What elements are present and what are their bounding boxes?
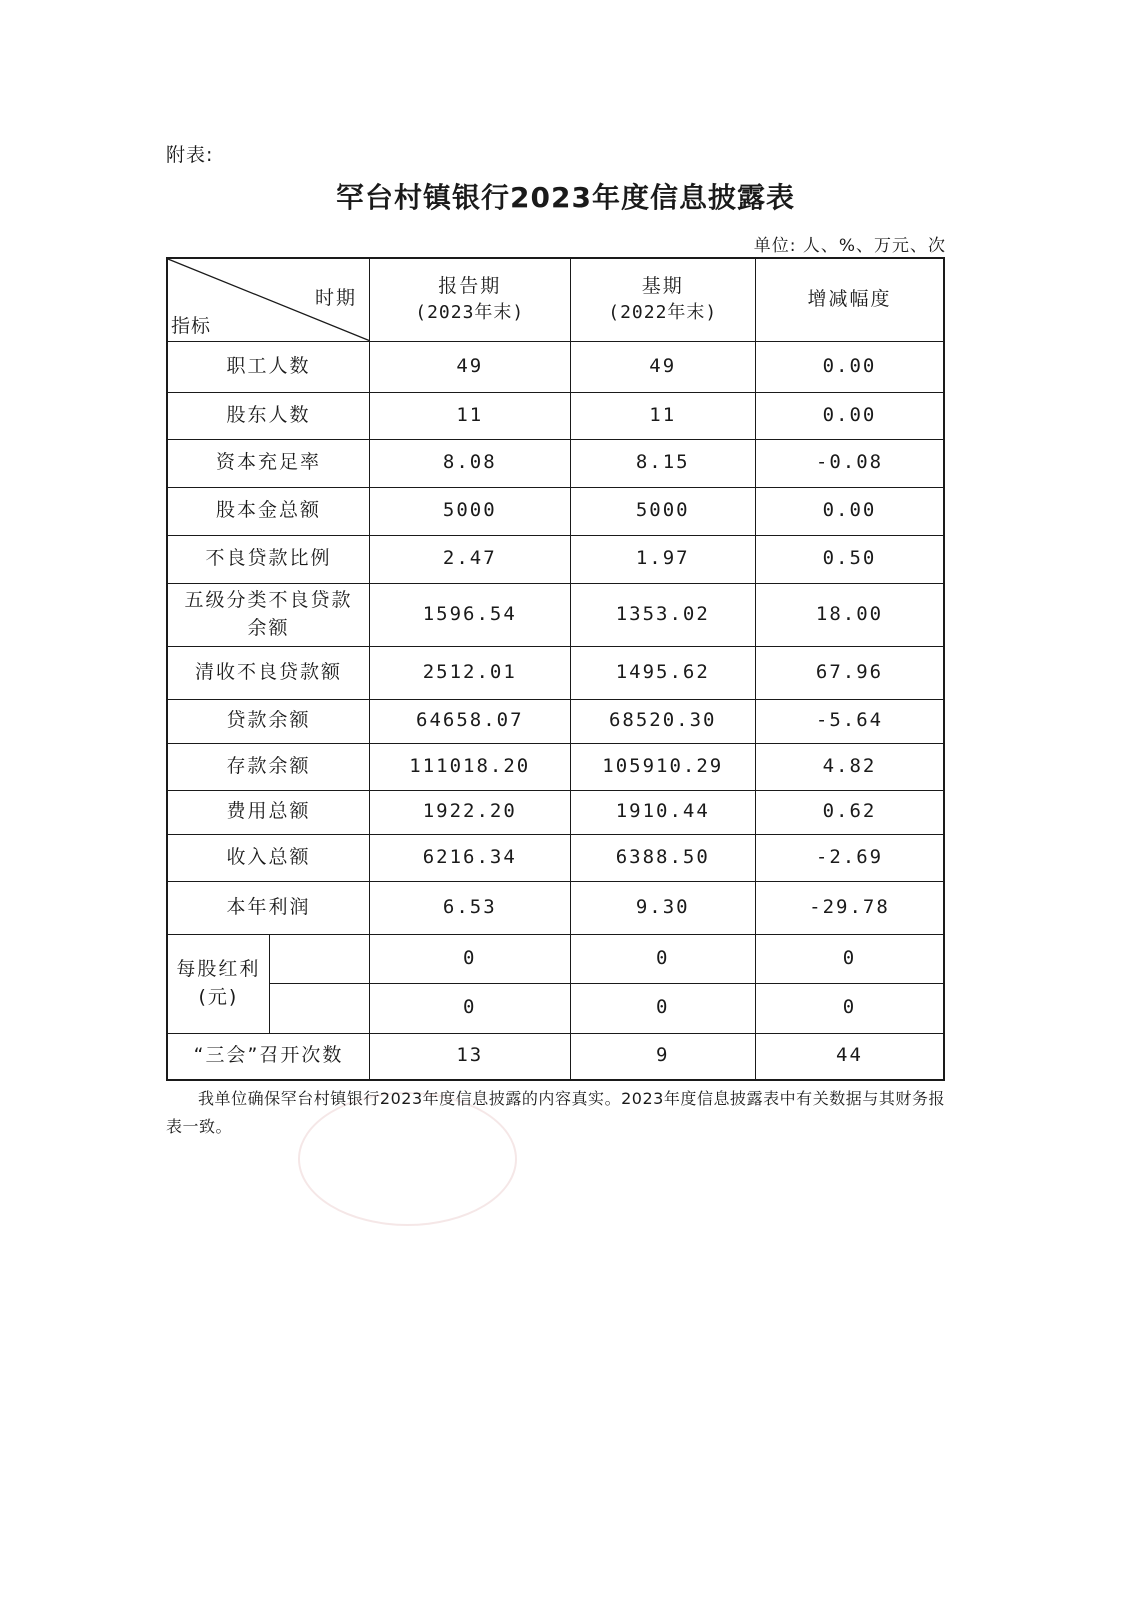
attachment-label: 附表: — [166, 144, 214, 166]
current-value: 0 — [370, 934, 571, 983]
dividend-row — [167, 983, 944, 1033]
dividend-sub-cell — [269, 983, 369, 1033]
change-value: 0.62 — [755, 790, 944, 834]
row-label: 贷款余额 — [167, 699, 370, 743]
base-value: 49 — [570, 341, 755, 392]
change-value: -2.69 — [755, 834, 944, 881]
base-value: 1353.02 — [570, 583, 755, 646]
base-value: 11 — [570, 392, 755, 439]
row-label: “三会”召开次数 — [167, 1033, 370, 1080]
change-value: 0.00 — [755, 341, 944, 392]
base-value: 1910.44 — [570, 790, 755, 834]
row-label: 股东人数 — [167, 392, 370, 439]
current-value: 2.47 — [370, 535, 571, 583]
current-value: 64658.07 — [370, 699, 571, 743]
unit-note: 单位: 人、%、万元、次 — [753, 236, 946, 256]
change-value: -29.78 — [755, 881, 944, 934]
current-value: 111018.20 — [370, 743, 571, 790]
row-label: 费用总额 — [167, 790, 370, 834]
corner-header-cell — [167, 258, 370, 341]
table-row — [167, 743, 944, 790]
base-value: 1.97 — [570, 535, 755, 583]
row-label: 收入总额 — [167, 834, 370, 881]
column-header-change — [755, 258, 944, 341]
current-value: 8.08 — [370, 439, 571, 487]
base-value: 6388.50 — [570, 834, 755, 881]
current-value: 13 — [370, 1033, 571, 1080]
table-row — [167, 487, 944, 535]
base-value: 0 — [570, 983, 755, 1033]
column-header-base-sub: (2022年末) — [608, 302, 718, 324]
table-row — [167, 583, 944, 646]
base-value: 9.30 — [570, 881, 755, 934]
meetings-row — [167, 1033, 944, 1080]
row-label: 清收不良贷款额 — [167, 646, 370, 699]
dividend-sub-cell — [269, 934, 369, 983]
table-row — [167, 535, 944, 583]
table-row — [167, 646, 944, 699]
current-value: 1922.20 — [370, 790, 571, 834]
row-label: 本年利润 — [167, 881, 370, 934]
current-value: 1596.54 — [370, 583, 571, 646]
change-value: 4.82 — [755, 743, 944, 790]
column-header-current-label: 报告期 — [438, 274, 502, 297]
dividend-label: 每股红利(元) — [167, 934, 269, 1033]
disclosure-table — [166, 257, 945, 1081]
row-label: 五级分类不良贷款余额 — [167, 583, 370, 646]
current-value: 5000 — [370, 487, 571, 535]
change-value: 0 — [755, 934, 944, 983]
current-value: 6.53 — [370, 881, 571, 934]
row-label: 不良贷款比例 — [167, 535, 370, 583]
column-header-base — [570, 258, 755, 341]
change-value: 18.00 — [755, 583, 944, 646]
table-row — [167, 834, 944, 881]
change-value: -0.08 — [755, 439, 944, 487]
document-title: 罕台村镇银行2023年度信息披露表 — [336, 181, 795, 214]
base-value: 5000 — [570, 487, 755, 535]
column-header-change-label: 增减幅度 — [807, 287, 892, 310]
row-label: 存款余额 — [167, 743, 370, 790]
change-value: 0.00 — [755, 392, 944, 439]
current-value: 0 — [370, 983, 571, 1033]
current-value: 2512.01 — [370, 646, 571, 699]
table-row — [167, 439, 944, 487]
change-value: 0 — [755, 983, 944, 1033]
base-value: 105910.29 — [570, 743, 755, 790]
period-corner-label: 时期 — [314, 287, 357, 309]
table-row — [167, 341, 944, 392]
current-value: 49 — [370, 341, 571, 392]
row-label: 资本充足率 — [167, 439, 370, 487]
current-value: 11 — [370, 392, 571, 439]
base-value: 1495.62 — [570, 646, 755, 699]
column-header-current-sub: (2023年末) — [415, 302, 525, 324]
table-row — [167, 392, 944, 439]
declaration-text: 我单位确保罕台村镇银行2023年度信息披露的内容真实。2023年度信息披露表中有关数据与其财务报表一致。 — [166, 1089, 945, 1136]
change-value: 44 — [755, 1033, 944, 1080]
column-header-base-label: 基期 — [641, 274, 684, 297]
current-value: 6216.34 — [370, 834, 571, 881]
dividend-row — [167, 934, 944, 983]
table-row — [167, 881, 944, 934]
base-value: 68520.30 — [570, 699, 755, 743]
change-value: 67.96 — [755, 646, 944, 699]
change-value: 0.50 — [755, 535, 944, 583]
table-row — [167, 790, 944, 834]
table-header-row — [167, 258, 944, 341]
base-value: 0 — [570, 934, 755, 983]
change-value: -5.64 — [755, 699, 944, 743]
change-value: 0.00 — [755, 487, 944, 535]
column-header-current — [370, 258, 571, 341]
base-value: 9 — [570, 1033, 755, 1080]
row-label: 股本金总额 — [167, 487, 370, 535]
base-value: 8.15 — [570, 439, 755, 487]
indicator-corner-label: 指标 — [171, 314, 212, 337]
row-label: 职工人数 — [167, 341, 370, 392]
table-row — [167, 699, 944, 743]
